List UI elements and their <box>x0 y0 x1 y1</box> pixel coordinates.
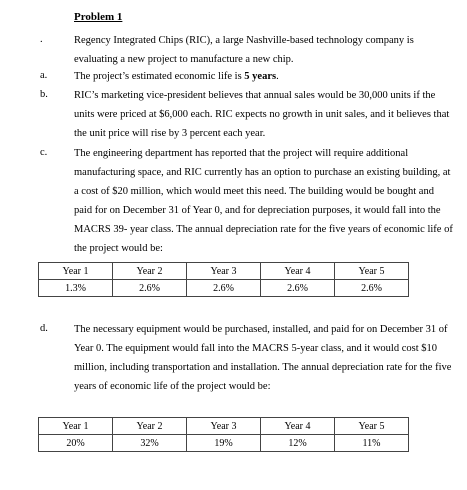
equipment-depreciation-table <box>38 417 409 452</box>
table-header-cell: Year 1 <box>39 418 113 435</box>
intro-marker: . <box>40 34 43 45</box>
table-cell: 2.6% <box>335 280 409 297</box>
item-a-bold: 5 years <box>244 71 277 82</box>
table-header-row <box>39 418 409 435</box>
table-cell: 2.6% <box>113 280 187 297</box>
table-cell: 1.3% <box>39 280 113 297</box>
table-row <box>39 280 409 297</box>
table-cell: 32% <box>113 435 187 452</box>
table-header-row <box>39 263 409 280</box>
table-cell: 2.6% <box>187 280 261 297</box>
table-header-cell: Year 1 <box>39 263 113 280</box>
table-cell: 20% <box>39 435 113 452</box>
item-d-paragraph: The necessary equipment would be purchased, installed, and paid for on December 31 of Year 0. The equipment would fall into the MACRS 5-year class, and it would cost $10 million, including transportation and installation. The annual depreciation rate for the five years of economic life of the project would be: <box>74 324 452 392</box>
item-c-paragraph: The engineering department has reported that the project will require additional manufacturing space, and RIC currently has an option to purchase an existing building, at a cost of $20 million, which would meet this need. The building would be bought and paid for on December 31 of Year 0, and for depreciation purposes, it would fall into the MACRS 39- year class. The annual depreciation rate for the five years of economic life of the project would be: <box>74 148 453 254</box>
item-a-text: The project’s estimated economic life is <box>74 71 245 82</box>
building-depreciation-table <box>38 262 409 297</box>
intro-paragraph: Regency Integrated Chips (RIC), a large Nashville-based technology company is evaluating a new project to manufacture a new chip. <box>74 35 414 65</box>
table-row <box>39 435 409 452</box>
item-d-marker: d. <box>40 323 48 334</box>
table-header-cell: Year 5 <box>335 263 409 280</box>
table-cell: 19% <box>187 435 261 452</box>
item-a-paragraph <box>74 67 454 86</box>
table-cell: 12% <box>261 435 335 452</box>
table-header-cell: Year 4 <box>261 418 335 435</box>
item-b-paragraph: RIC’s marketing vice-president believes that annual sales would be 30,000 units if the units were priced at $6,000 each. RIC expects no growth in unit sales, and it believes that the unit price will rise by 3 percent each year. <box>74 90 450 139</box>
table-cell: 11% <box>335 435 409 452</box>
table-header-cell: Year 4 <box>261 263 335 280</box>
table-header-cell: Year 2 <box>113 263 187 280</box>
item-b-marker: b. <box>40 89 48 100</box>
table-cell: 2.6% <box>261 280 335 297</box>
table-header-cell: Year 3 <box>187 418 261 435</box>
table-header-cell: Year 2 <box>113 418 187 435</box>
table-header-cell: Year 3 <box>187 263 261 280</box>
table-header-cell: Year 5 <box>335 418 409 435</box>
item-c-marker: c. <box>40 147 48 158</box>
item-a-text-end: . <box>276 71 279 82</box>
problem-title: Problem 1 <box>74 11 123 23</box>
item-a-marker: a. <box>40 70 48 81</box>
